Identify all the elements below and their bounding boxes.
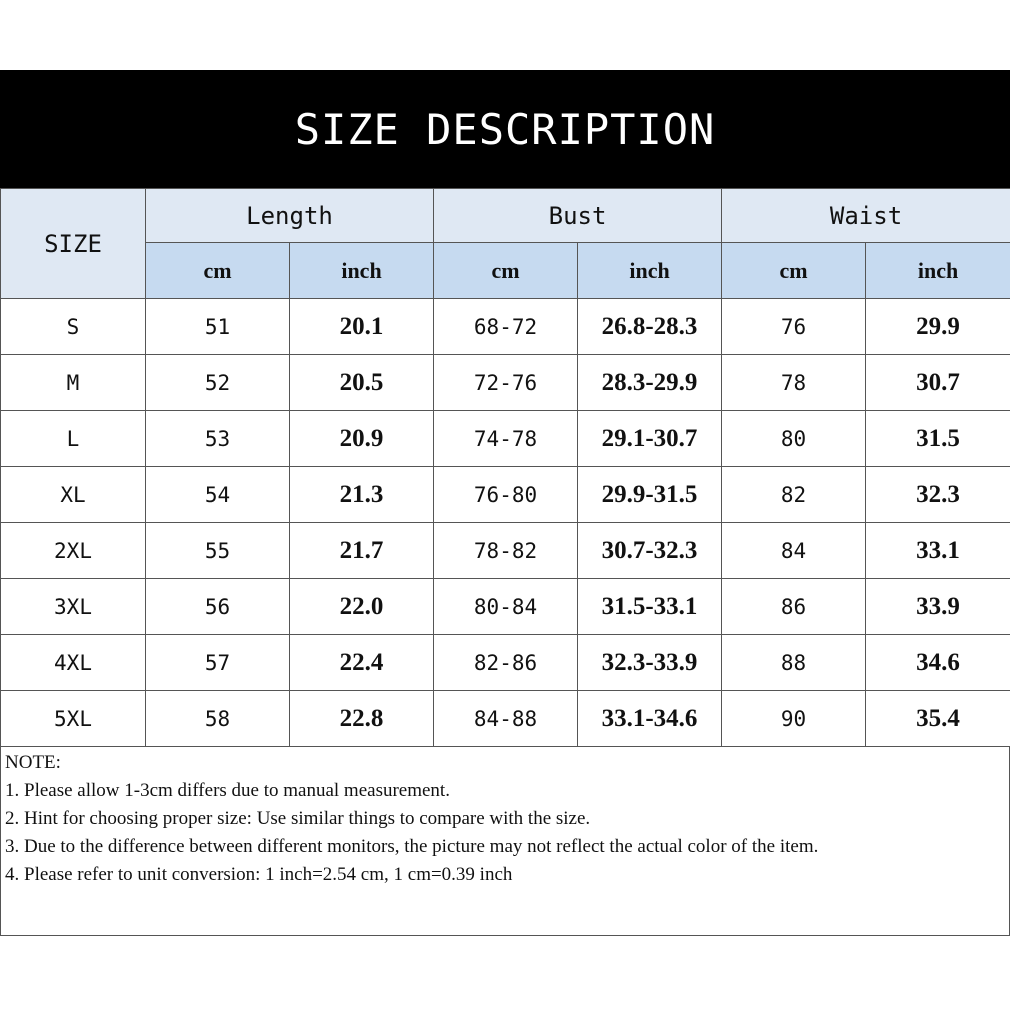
length-inch-cell: 22.0 xyxy=(290,579,434,635)
bust-inch-cell: 29.9-31.5 xyxy=(578,467,722,523)
note-item: 1. Please allow 1-3cm differs due to manual measurement. xyxy=(5,780,450,801)
length-cm-cell: 53 xyxy=(146,411,290,467)
notes-section xyxy=(0,747,1010,936)
waist-inch-cell: 35.4 xyxy=(866,691,1010,747)
length-header: Length xyxy=(146,189,434,243)
size-cell: S xyxy=(1,299,146,355)
size-cell: 2XL xyxy=(1,523,146,579)
bust-cm-cell: 80-84 xyxy=(434,579,578,635)
bust-cm-cell: 78-82 xyxy=(434,523,578,579)
table-row xyxy=(1,635,1010,691)
length-cm-cell: 56 xyxy=(146,579,290,635)
bust-cm-cell: 68-72 xyxy=(434,299,578,355)
unit-header: cm xyxy=(722,243,866,299)
note-item: 2. Hint for choosing proper size: Use similar things to compare with the size. xyxy=(5,808,591,829)
waist-cm-cell: 90 xyxy=(722,691,866,747)
bust-inch-cell: 26.8-28.3 xyxy=(578,299,722,355)
waist-cm-cell: 76 xyxy=(722,299,866,355)
length-inch-cell: 20.5 xyxy=(290,355,434,411)
length-cm-cell: 58 xyxy=(146,691,290,747)
table-row xyxy=(1,579,1010,635)
bust-inch-cell: 29.1-30.7 xyxy=(578,411,722,467)
waist-cm-cell: 82 xyxy=(722,467,866,523)
table-row xyxy=(1,411,1010,467)
table-row xyxy=(1,355,1010,411)
bust-header: Bust xyxy=(434,189,722,243)
waist-header: Waist xyxy=(722,189,1010,243)
size-cell: 3XL xyxy=(1,579,146,635)
unit-header: inch xyxy=(290,243,434,299)
waist-cm-cell: 88 xyxy=(722,635,866,691)
unit-header: inch xyxy=(578,243,722,299)
bust-cm-cell: 84-88 xyxy=(434,691,578,747)
length-inch-cell: 20.1 xyxy=(290,299,434,355)
waist-cm-cell: 84 xyxy=(722,523,866,579)
size-cell: XL xyxy=(1,467,146,523)
waist-cm-cell: 80 xyxy=(722,411,866,467)
size-cell: M xyxy=(1,355,146,411)
unit-header: inch xyxy=(866,243,1010,299)
table-row xyxy=(1,691,1010,747)
length-cm-cell: 57 xyxy=(146,635,290,691)
waist-inch-cell: 30.7 xyxy=(866,355,1010,411)
length-cm-cell: 52 xyxy=(146,355,290,411)
table-row xyxy=(1,523,1010,579)
note-item: 4. Please refer to unit conversion: 1 inch=2.54 cm, 1 cm=0.39 inch xyxy=(5,864,513,885)
bust-inch-cell: 30.7-32.3 xyxy=(578,523,722,579)
bust-cm-cell: 74-78 xyxy=(434,411,578,467)
length-inch-cell: 21.7 xyxy=(290,523,434,579)
size-header: SIZE xyxy=(1,189,146,299)
bust-inch-cell: 28.3-29.9 xyxy=(578,355,722,411)
size-cell: 5XL xyxy=(1,691,146,747)
waist-inch-cell: 34.6 xyxy=(866,635,1010,691)
bust-inch-cell: 31.5-33.1 xyxy=(578,579,722,635)
waist-cm-cell: 86 xyxy=(722,579,866,635)
unit-header: cm xyxy=(434,243,578,299)
unit-header: cm xyxy=(146,243,290,299)
length-cm-cell: 54 xyxy=(146,467,290,523)
bust-cm-cell: 72-76 xyxy=(434,355,578,411)
waist-inch-cell: 31.5 xyxy=(866,411,1010,467)
waist-inch-cell: 32.3 xyxy=(866,467,1010,523)
page-title: SIZE DESCRIPTION xyxy=(294,104,716,154)
waist-cm-cell: 78 xyxy=(722,355,866,411)
length-inch-cell: 22.8 xyxy=(290,691,434,747)
size-cell: L xyxy=(1,411,146,467)
bust-inch-cell: 33.1-34.6 xyxy=(578,691,722,747)
waist-inch-cell: 33.9 xyxy=(866,579,1010,635)
bust-cm-cell: 82-86 xyxy=(434,635,578,691)
length-inch-cell: 21.3 xyxy=(290,467,434,523)
size-cell: 4XL xyxy=(1,635,146,691)
bust-inch-cell: 32.3-33.9 xyxy=(578,635,722,691)
bust-cm-cell: 76-80 xyxy=(434,467,578,523)
notes-heading: NOTE: xyxy=(5,752,61,773)
length-cm-cell: 51 xyxy=(146,299,290,355)
length-inch-cell: 20.9 xyxy=(290,411,434,467)
waist-inch-cell: 33.1 xyxy=(866,523,1010,579)
length-cm-cell: 55 xyxy=(146,523,290,579)
length-inch-cell: 22.4 xyxy=(290,635,434,691)
waist-inch-cell: 29.9 xyxy=(866,299,1010,355)
size-chart-table xyxy=(0,188,1010,747)
note-item: 3. Due to the difference between different monitors, the picture may not reflect the actual color of the item. xyxy=(5,836,819,857)
table-row xyxy=(1,467,1010,523)
title-banner xyxy=(0,70,1010,188)
table-row xyxy=(1,299,1010,355)
